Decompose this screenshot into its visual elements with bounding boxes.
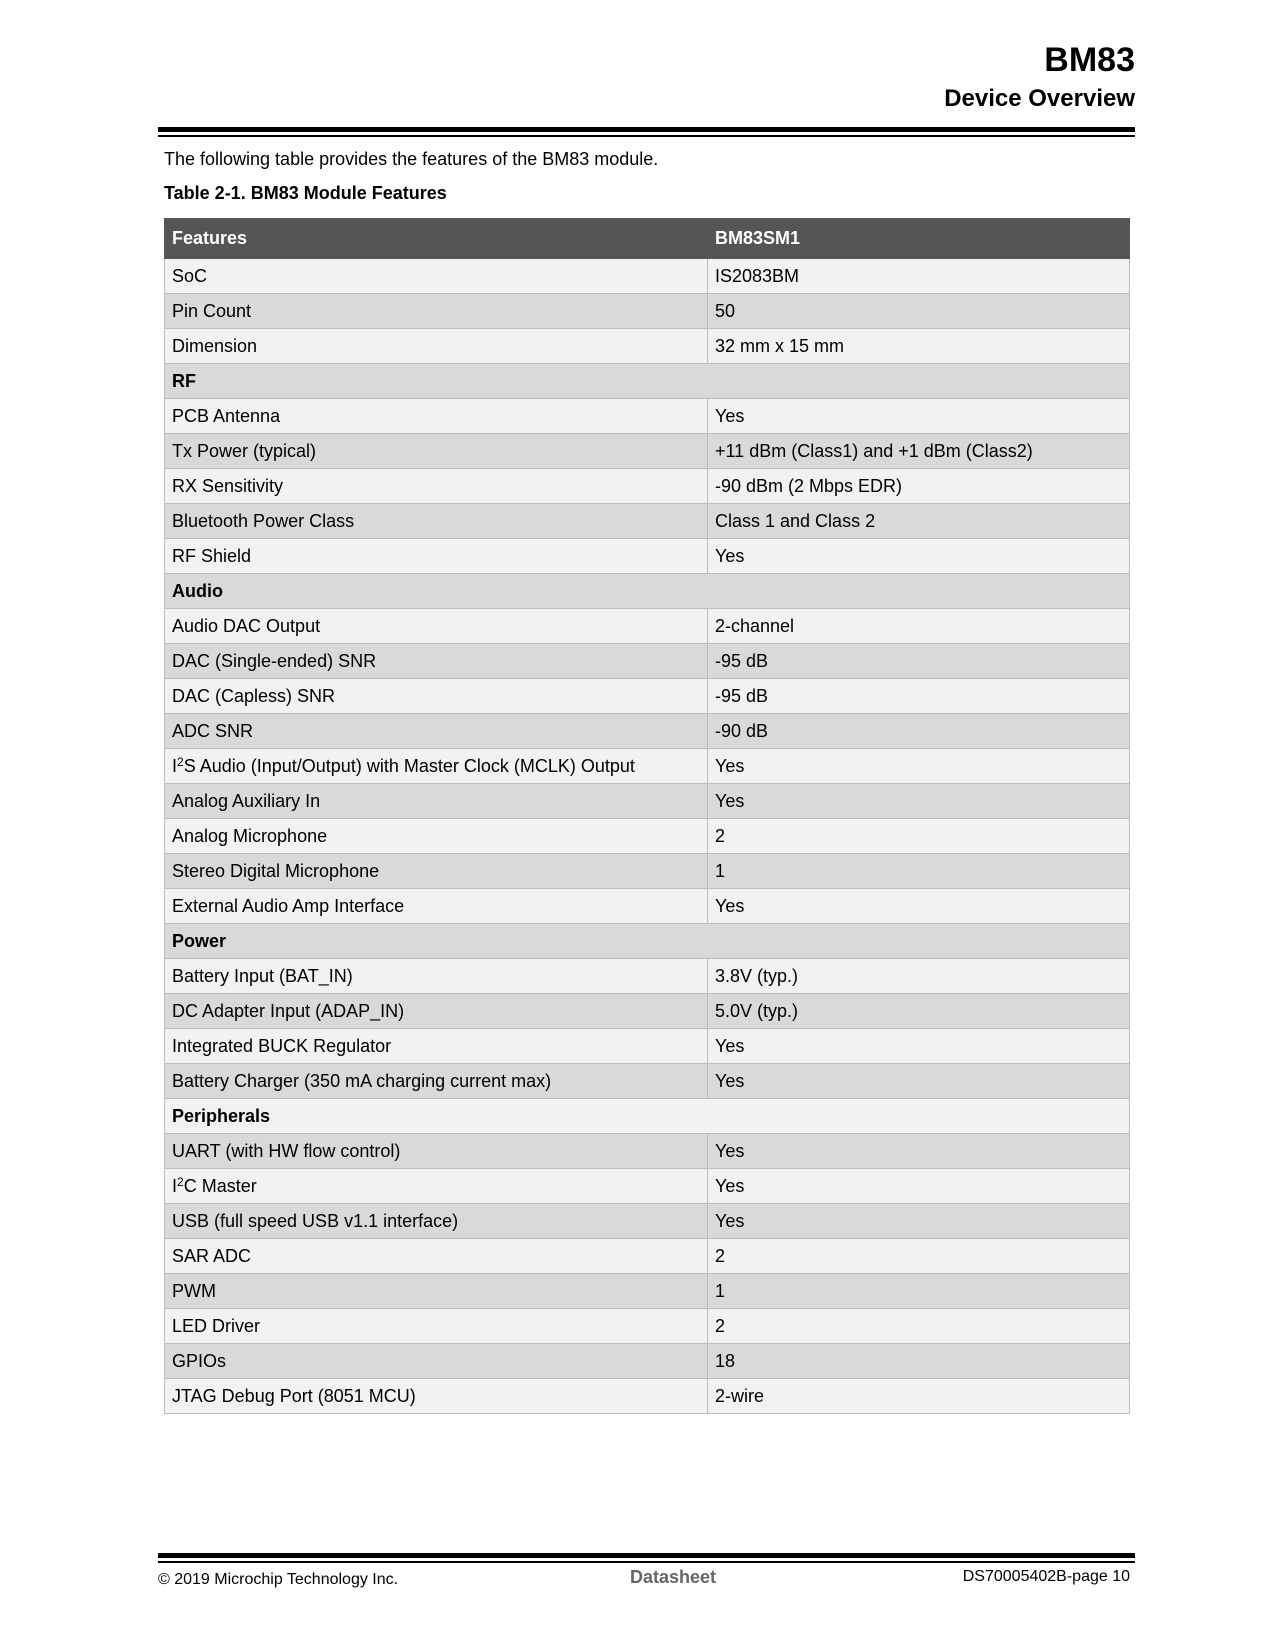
value-cell: Yes (708, 784, 1130, 819)
feature-cell: DAC (Single-ended) SNR (165, 644, 708, 679)
table-row (165, 329, 1130, 364)
section-row (165, 574, 1130, 609)
value-cell: 1 (708, 1274, 1130, 1309)
value-cell: -95 dB (708, 644, 1130, 679)
feature-cell: UART (with HW flow control) (165, 1134, 708, 1169)
table-row (165, 959, 1130, 994)
table-row (165, 1379, 1130, 1414)
feature-superscript: 2 (177, 1174, 184, 1189)
feature-cell: USB (full speed USB v1.1 interface) (165, 1204, 708, 1239)
footer-rule-thin (158, 1561, 1135, 1563)
header-features: Features (165, 219, 708, 259)
table-body (165, 259, 1130, 1414)
table-row (165, 1204, 1130, 1239)
section-row (165, 924, 1130, 959)
feature-cell: Battery Charger (350 mA charging current max) (165, 1064, 708, 1099)
value-cell: 1 (708, 854, 1130, 889)
value-cell: Yes (708, 889, 1130, 924)
value-cell: -90 dB (708, 714, 1130, 749)
header-rule-thin (158, 135, 1135, 137)
section-label: Audio (165, 574, 1130, 609)
value-cell: -90 dBm (2 Mbps EDR) (708, 469, 1130, 504)
value-cell: 18 (708, 1344, 1130, 1379)
table-row (165, 854, 1130, 889)
table-row (165, 1029, 1130, 1064)
intro-paragraph: The following table provides the features of the BM83 module. (164, 149, 659, 169)
value-cell: -95 dB (708, 679, 1130, 714)
section-label: Peripherals (165, 1099, 1130, 1134)
table-row (165, 434, 1130, 469)
table-row (165, 889, 1130, 924)
value-cell: 2-channel (708, 609, 1130, 644)
table-row (165, 399, 1130, 434)
feature-cell: Bluetooth Power Class (165, 504, 708, 539)
feature-text-pre: I (172, 1175, 178, 1196)
value-cell: 2 (708, 819, 1130, 854)
footer-doc-type: Datasheet (630, 1567, 717, 1587)
feature-text-pre: I (172, 755, 178, 776)
value-cell: Class 1 and Class 2 (708, 504, 1130, 539)
table-header-row (165, 219, 1130, 259)
feature-cell: DC Adapter Input (ADAP_IN) (165, 994, 708, 1029)
header-bm83sm1: BM83SM1 (708, 219, 1130, 259)
section-label: RF (165, 364, 1130, 399)
feature-cell: JTAG Debug Port (8051 MCU) (165, 1379, 708, 1414)
table-row (165, 1309, 1130, 1344)
value-cell: Yes (708, 1064, 1130, 1099)
table-row (165, 994, 1130, 1029)
value-cell: Yes (708, 1134, 1130, 1169)
value-cell: 50 (708, 294, 1130, 329)
feature-cell: PCB Antenna (165, 399, 708, 434)
document-title: BM83 (1044, 41, 1135, 79)
table-row (165, 784, 1130, 819)
table-row (165, 259, 1130, 294)
footer-rule-thick (158, 1553, 1135, 1558)
value-cell: 2 (708, 1239, 1130, 1274)
value-cell: 2 (708, 1309, 1130, 1344)
value-cell: +11 dBm (Class1) and +1 dBm (Class2) (708, 434, 1130, 469)
feature-cell: Analog Microphone (165, 819, 708, 854)
feature-cell: Audio DAC Output (165, 609, 708, 644)
feature-cell: Integrated BUCK Regulator (165, 1029, 708, 1064)
table-row (165, 644, 1130, 679)
feature-cell: PWM (165, 1274, 708, 1309)
table-row (165, 504, 1130, 539)
table-row (165, 714, 1130, 749)
table-row (165, 609, 1130, 644)
value-cell: IS2083BM (708, 259, 1130, 294)
value-cell: Yes (708, 539, 1130, 574)
feature-cell: Dimension (165, 329, 708, 364)
feature-cell: SoC (165, 259, 708, 294)
table-row (165, 679, 1130, 714)
feature-cell: Pin Count (165, 294, 708, 329)
footer-copyright: © 2019 Microchip Technology Inc. (158, 1571, 399, 1588)
feature-cell: LED Driver (165, 1309, 708, 1344)
feature-cell: RX Sensitivity (165, 469, 708, 504)
section-row (165, 364, 1130, 399)
table-row (165, 1274, 1130, 1309)
feature-text-post: C Master (183, 1175, 257, 1196)
value-cell: 3.8V (typ.) (708, 959, 1130, 994)
table-caption: Table 2-1. BM83 Module Features (164, 183, 447, 203)
feature-cell: Analog Auxiliary In (165, 784, 708, 819)
feature-superscript: 2 (177, 754, 184, 769)
table-row (165, 1239, 1130, 1274)
feature-cell (165, 749, 708, 784)
feature-cell (165, 1169, 708, 1204)
table-row (165, 539, 1130, 574)
table-row (165, 749, 1130, 784)
feature-cell: Battery Input (BAT_IN) (165, 959, 708, 994)
table-row (165, 1169, 1130, 1204)
table-row (165, 1064, 1130, 1099)
table-row (165, 819, 1130, 854)
section-title: Device Overview (944, 85, 1135, 112)
feature-cell: Stereo Digital Microphone (165, 854, 708, 889)
value-cell: 5.0V (typ.) (708, 994, 1130, 1029)
header-rule-thick (158, 127, 1135, 132)
table-row (165, 1344, 1130, 1379)
feature-cell: RF Shield (165, 539, 708, 574)
value-cell: 2-wire (708, 1379, 1130, 1414)
feature-cell: GPIOs (165, 1344, 708, 1379)
table-row (165, 469, 1130, 504)
value-cell: Yes (708, 1204, 1130, 1239)
feature-cell: DAC (Capless) SNR (165, 679, 708, 714)
footer-page-ref: DS70005402B-page 10 (962, 1568, 1130, 1585)
table-row (165, 294, 1130, 329)
value-cell: 32 mm x 15 mm (708, 329, 1130, 364)
section-label: Power (165, 924, 1130, 959)
features-table (164, 218, 1130, 1414)
table-row (165, 1134, 1130, 1169)
feature-cell: External Audio Amp Interface (165, 889, 708, 924)
value-cell: Yes (708, 1169, 1130, 1204)
section-row (165, 1099, 1130, 1134)
feature-cell: ADC SNR (165, 714, 708, 749)
feature-text-post: S Audio (Input/Output) with Master Clock (MCLK) Output (183, 755, 635, 776)
feature-cell: Tx Power (typical) (165, 434, 708, 469)
value-cell: Yes (708, 1029, 1130, 1064)
value-cell: Yes (708, 749, 1130, 784)
value-cell: Yes (708, 399, 1130, 434)
feature-cell: SAR ADC (165, 1239, 708, 1274)
